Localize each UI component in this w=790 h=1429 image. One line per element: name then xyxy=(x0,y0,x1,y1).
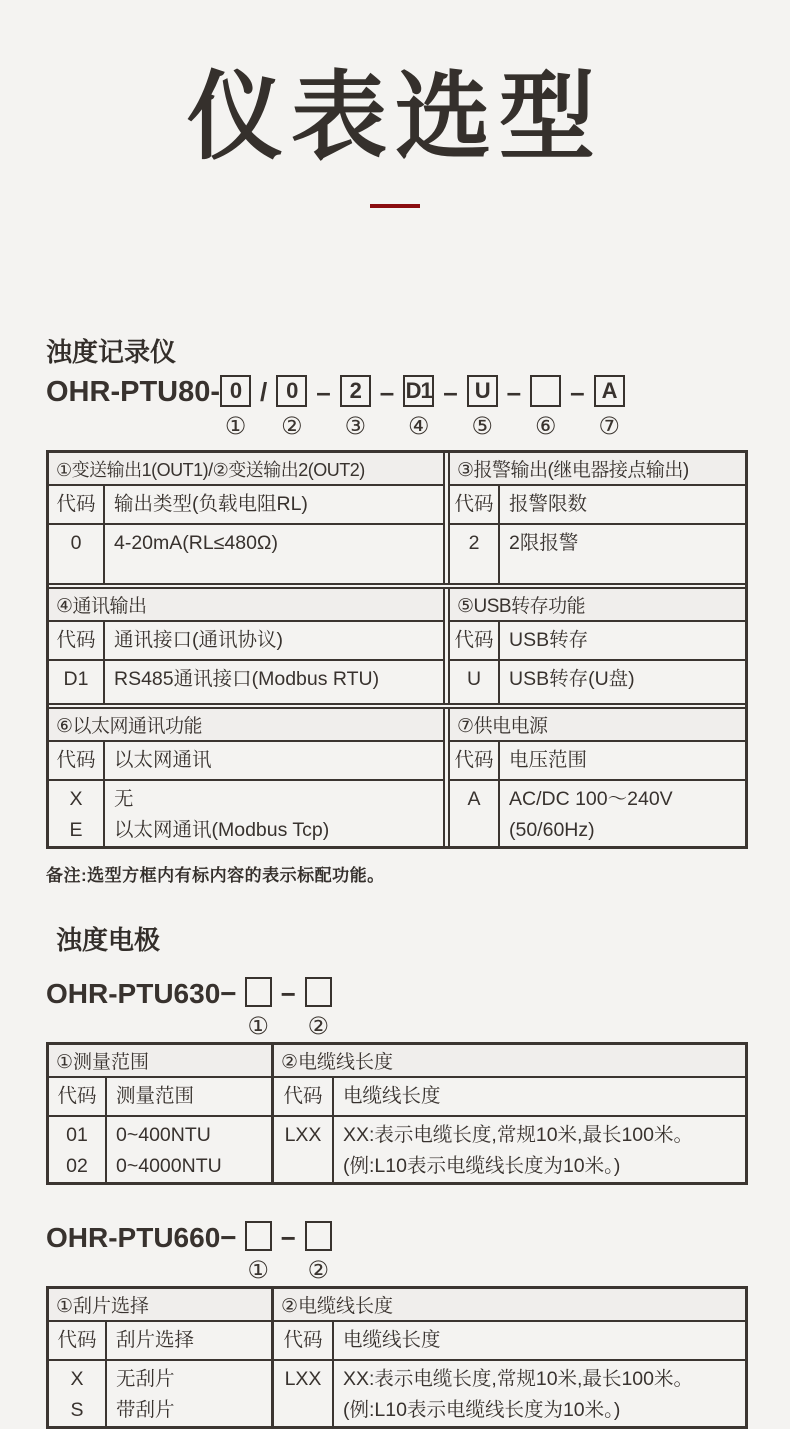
section-header: ①测量范围 xyxy=(49,1045,271,1078)
col-header-cable: 电缆线长度 xyxy=(343,1085,441,1107)
col-header-usb: USB转存 xyxy=(509,629,589,651)
section-header: ②电缆线长度 xyxy=(274,1045,745,1078)
code-box-empty xyxy=(305,977,332,1007)
code-box-empty xyxy=(305,1221,332,1251)
selection-note: 备注:选型方框内有标内容的表示标配功能。 xyxy=(46,866,385,885)
code-cell: 0 xyxy=(49,525,105,583)
col-header-code: 代码 xyxy=(450,486,500,523)
value-cell: 0~400NTU 0~4000NTU xyxy=(116,1124,222,1177)
ptu80-selection-table xyxy=(46,450,748,849)
col-header-code: 代码 xyxy=(274,1078,334,1115)
section-range xyxy=(49,1045,271,1182)
table-band-ethernet-power xyxy=(49,709,745,846)
col-header-type: 输出类型(负载电阻RL) xyxy=(114,493,308,515)
code-slot-2 xyxy=(276,375,307,440)
slot-number-7: ⑦ xyxy=(598,413,620,440)
code-box-1: 0 xyxy=(220,375,251,407)
slot-number-6: ⑥ xyxy=(534,413,557,440)
value-cell: 无 以太网通讯(Modbus Tcp) xyxy=(114,788,330,841)
section-header: ②电缆线长度 xyxy=(274,1289,745,1322)
slot-separator: − xyxy=(280,979,296,1009)
col-header-code: 代码 xyxy=(49,1078,107,1115)
col-header-limits: 报警限数 xyxy=(509,493,588,515)
slot-number-3: ③ xyxy=(344,413,366,440)
code-box-empty xyxy=(245,977,272,1007)
col-header-code: 代码 xyxy=(450,622,500,659)
ptu630-model-code-line xyxy=(46,977,790,1040)
section-header: ①变送输出1(OUT1)/②变送输出2(OUT2) xyxy=(49,453,443,486)
value-cell: RS485通讯接口(Modbus RTU) xyxy=(114,668,380,690)
section-power xyxy=(450,709,745,846)
value-cell: USB转存(U盘) xyxy=(509,668,635,690)
col-header-interface: 通讯接口(通讯协议) xyxy=(114,629,283,651)
code-box-2: 0 xyxy=(276,375,307,407)
section-header: ⑥以太网通讯功能 xyxy=(49,709,443,742)
slot-number-1: ① xyxy=(247,1013,269,1040)
table-center-divider xyxy=(443,589,450,703)
table-band xyxy=(49,1045,745,1182)
slot-number-4: ④ xyxy=(407,413,430,440)
code-cell: LXX xyxy=(274,1361,334,1426)
section-header: ⑤USB转存功能 xyxy=(450,589,745,622)
code-cell: X E xyxy=(49,781,105,846)
code-slot-5 xyxy=(467,375,498,440)
col-header-code: 代码 xyxy=(450,742,500,779)
value-cell: 2限报警 xyxy=(509,532,579,554)
col-header-code: 代码 xyxy=(49,486,105,523)
ptu660-selection-table xyxy=(46,1286,748,1429)
slot-separator: / xyxy=(260,377,268,407)
electrode-heading: 浊度电极 xyxy=(56,925,161,955)
section-header: ⑦供电电源 xyxy=(450,709,745,742)
col-header-code: 代码 xyxy=(49,622,105,659)
section-header: ③报警输出(继电器接点输出) xyxy=(450,453,745,486)
table-center-divider xyxy=(443,709,450,846)
code-cell: D1 xyxy=(49,661,105,703)
ptu660-model-prefix: OHR-PTU660− xyxy=(46,1222,237,1253)
code-slot-4 xyxy=(403,375,434,440)
value-cell: AC/DC 100～240V (50/60Hz) xyxy=(509,788,673,841)
recorder-model-prefix: OHR-PTU80- xyxy=(46,376,221,408)
section-header: ①刮片选择 xyxy=(49,1289,271,1322)
code-slot-3 xyxy=(340,375,371,440)
slot-separator: – xyxy=(379,377,395,407)
recorder-heading: 浊度记录仪 xyxy=(46,337,177,367)
table-band-comm-usb xyxy=(49,589,745,703)
slot-separator: – xyxy=(316,377,331,407)
code-slot-1 xyxy=(245,977,272,1040)
table-band-outputs xyxy=(49,453,745,583)
value-cell: 无刮片 带刮片 xyxy=(116,1368,175,1421)
slot-separator: – xyxy=(443,377,458,407)
section-transmit-output xyxy=(49,453,443,583)
table-center-divider xyxy=(443,453,450,583)
title-banner xyxy=(0,58,790,208)
code-slot-1 xyxy=(245,1221,272,1284)
code-slot-1 xyxy=(220,375,251,440)
col-header-code: 代码 xyxy=(49,1322,107,1359)
slot-number-2: ② xyxy=(307,1013,330,1040)
value-cell: XX:表示电缆长度,常规10米,最长100米。 (例:L10表示电缆线长度为10米。) xyxy=(343,1368,693,1421)
ptu630-model-prefix: OHR-PTU630− xyxy=(46,978,237,1009)
col-header-code: 代码 xyxy=(274,1322,334,1359)
code-slot-6 xyxy=(530,375,561,440)
code-cell: LXX xyxy=(274,1117,334,1182)
slot-number-1: ① xyxy=(247,1257,269,1284)
table-band xyxy=(49,1289,745,1426)
code-slot-2 xyxy=(305,1221,332,1284)
col-header-range: 测量范围 xyxy=(116,1085,195,1107)
code-cell: 01 02 xyxy=(49,1117,107,1182)
slot-separator: – xyxy=(506,377,522,407)
slot-separator: − xyxy=(280,1223,296,1253)
slot-number-2: ② xyxy=(307,1257,330,1284)
code-cell: A xyxy=(450,781,500,846)
ptu660-model-code-line xyxy=(46,1221,790,1284)
col-header-voltage: 电压范围 xyxy=(509,749,588,771)
code-box-empty xyxy=(245,1221,272,1251)
section-usb xyxy=(450,589,745,703)
code-box-7: A xyxy=(594,375,625,407)
col-header-wiper: 刮片选择 xyxy=(116,1329,195,1351)
slot-separator: – xyxy=(570,377,585,407)
code-slot-7 xyxy=(594,375,625,440)
section-cable-length xyxy=(274,1045,745,1182)
slot-number-2: ② xyxy=(280,413,303,440)
slot-number-1: ① xyxy=(224,413,247,440)
ptu630-selection-table xyxy=(46,1042,748,1185)
code-box-3: 2 xyxy=(340,375,371,407)
code-cell: 2 xyxy=(450,525,500,583)
section-cable-length xyxy=(274,1289,745,1426)
recorder-model-code-line xyxy=(46,375,790,440)
section-alarm-output xyxy=(450,453,745,583)
code-box-5: U xyxy=(467,375,498,407)
section-wiper xyxy=(49,1289,271,1426)
code-cell: X S xyxy=(49,1361,107,1426)
value-cell: XX:表示电缆长度,常规10米,最长100米。 (例:L10表示电缆线长度为10米。) xyxy=(343,1124,693,1177)
code-box-4: D1 xyxy=(403,375,434,407)
code-slot-2 xyxy=(305,977,332,1040)
section-comm-output xyxy=(49,589,443,703)
col-header-code: 代码 xyxy=(49,742,105,779)
col-header-cable: 电缆线长度 xyxy=(343,1329,441,1351)
page-title: 仪表选型 xyxy=(187,64,603,171)
section-ethernet xyxy=(49,709,443,846)
code-cell: U xyxy=(450,661,500,703)
value-cell: 4-20mA(RL≤480Ω) xyxy=(114,532,279,554)
section-header: ④通讯输出 xyxy=(49,589,443,622)
slot-number-5: ⑤ xyxy=(471,413,493,440)
code-box-6-empty xyxy=(530,375,561,407)
col-header-ethernet: 以太网通讯 xyxy=(114,749,212,771)
